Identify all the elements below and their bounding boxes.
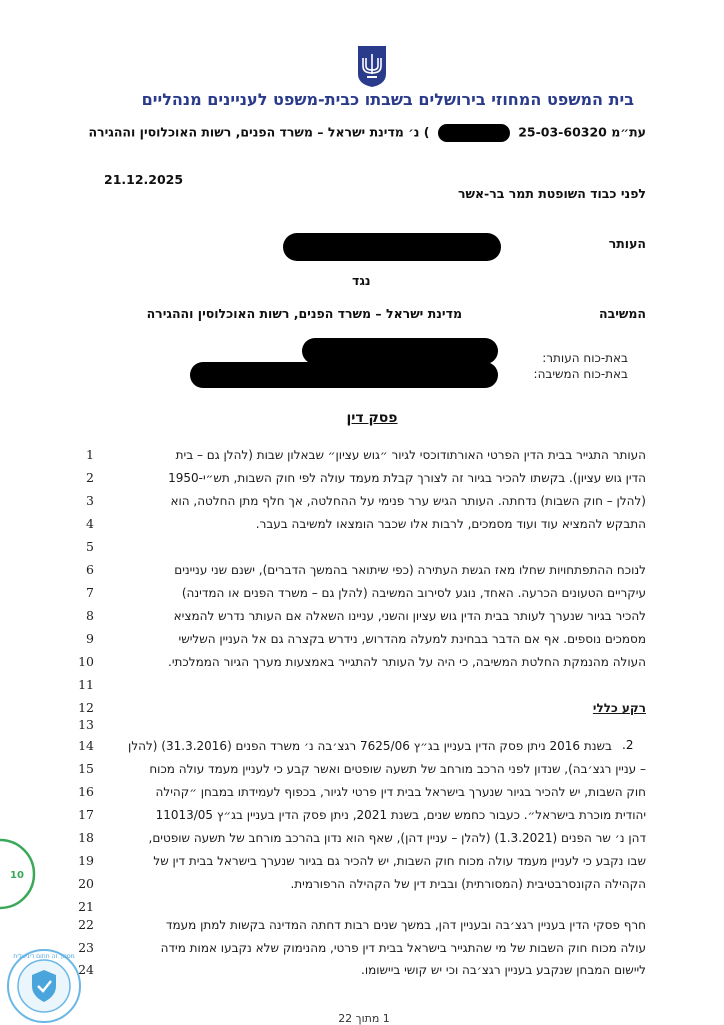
body-line: התבקש להמציא עוד ועוד מסמכים, לרבות אלו שכבר הומצאו למשיבה בעבר. — [255, 517, 646, 531]
seal-text: מסמך זה חתום דיגיטלית — [13, 953, 75, 960]
case-parties: ) נ׳ מדינת ישראל – משרד הפנים, רשות האוכלוסין וההגירה — [88, 124, 430, 140]
redaction-bar — [302, 338, 498, 364]
redaction-bar — [438, 124, 510, 142]
line-number: 6 — [86, 562, 94, 577]
petitioner-counsel-label: באת-כוח העותר: — [542, 351, 628, 365]
body-line: ליישום המבחן שנקבע בעניין רגצ׳בה וכי יש קושי ביישומו. — [361, 963, 646, 977]
judge-line: לפני כבוד השופטת תמר בר-אשר — [457, 186, 646, 201]
body-line: העותר התגייר בבית הדין הפרטי האורתודוכסי לגיור ״גוש עציון״ שבאלון שבות (להלן גם – בית — [175, 448, 646, 462]
body-line: חוק השבות, יש להכיר בגיור שנערך בישראל בבית דין פרטי לגיור, בכפוף לעמידתו במבחן ״קהילה — [155, 785, 646, 799]
line-number: 10 — [78, 654, 94, 669]
line-number: 20 — [78, 876, 94, 891]
page-footer: 1 מתוך 22 — [338, 1012, 390, 1025]
line-number: 15 — [78, 761, 94, 776]
body-line: הקהילה הקונסרבטיבית (המסורתית) ובבית דין של הקהילה הרפורמית. — [290, 877, 646, 891]
line-number: 13 — [78, 717, 94, 732]
body-line: – עניין רגצ׳בה), שנדון לפני הרכב מורחב של תשעה שופטים ואשר קבע כי לעניין מעמד עולה מכוח — [149, 762, 646, 776]
line-number: 5 — [86, 539, 94, 554]
respondent-counsel-label: באת-כוח המשיבה: — [533, 367, 628, 381]
section-heading: רקע כללי — [592, 701, 646, 715]
body-line: מסמכים נוספים. אף אם הדבר בבחינת למעלה מהדרוש, נידרש בקצרה גם אל העניין השלישי — [178, 632, 646, 646]
side-stamp-text: 10 — [10, 870, 24, 881]
body-line: לנוכח ההתפתחויות שחלו מאז הגשת העתירה (כפי שיתואר בהמשך הדברים), ישנם שני עניינים — [174, 563, 646, 577]
line-number: 21 — [78, 899, 94, 914]
ruling-title: פסק דין — [346, 410, 398, 426]
body-line: עיקריים הטעונים הכרעה. האחד, נוגע לסירוב המשיבה (להלן גם – משרד הפנים או המדינה) — [181, 586, 646, 600]
line-number: 14 — [78, 738, 94, 753]
line-number: 22 — [78, 917, 94, 932]
line-number: 11 — [78, 677, 94, 692]
body-line: עולה מכוח חוק השבות של מי שהתגייר בישראל בבית דין פרטי, מהנימוק שלא נקבעו אמות מידה — [160, 941, 646, 955]
body-line: יהודית מוכרת בישראל״. כעבור כחמש שנים, בשנת 2021, ניתן פסק הדין בעניין בג״ץ 11013/05 — [155, 808, 646, 822]
line-number: 17 — [78, 807, 94, 822]
line-number: 3 — [86, 493, 94, 508]
redaction-bar — [190, 362, 498, 388]
line-number: 24 — [78, 962, 94, 977]
respondent-label: המשיבה — [598, 306, 646, 321]
line-number: 7 — [86, 585, 94, 600]
digital-signature-seal-icon — [6, 948, 82, 1024]
court-title: בית המשפט המחוזי בירושלים בשבתו כבית-משפט לעניינים מנהליים — [141, 90, 634, 109]
line-number: 1 — [86, 447, 94, 462]
paragraph-number: .2 — [622, 738, 634, 752]
line-number: 4 — [86, 516, 94, 531]
body-line: בשנת 2016 ניתן פסק הדין בעניין בג״ץ 7625/06 רגצ׳בה נ׳ משרד הפנים (31.3.2016) (להלן — [128, 739, 612, 753]
case-number: עת״מ 25-03-60320 — [518, 124, 646, 140]
line-number: 16 — [78, 784, 94, 799]
line-number: 23 — [78, 940, 94, 955]
body-line: שבו נקבע כי לעניין מעמד עולה מכוח חוק השבות, יש להכיר גם בגיור שנערך בישראל בבית דין של — [153, 854, 646, 868]
case-header — [46, 124, 646, 142]
line-number: 18 — [78, 830, 94, 845]
body-line: דהן נ׳ שר הפנים (1.3.2021) (להלן – עניין דהן), שאף הוא נדון בהרכב מורחב של תשעה שופטים, — [148, 831, 646, 845]
redaction-bar — [283, 233, 501, 261]
body-line: העולה מהנמקת החלטת המשיבה, כי היה על העותר להתגייר באמצעות מערך הגיור הממלכתי. — [168, 655, 646, 669]
versus-label: נגד — [352, 273, 371, 288]
body-line: חרף פסקי הדין בעניין רגצ׳בה ובעניין דהן, במשך שנים רבות דחתה המדינה בקשות למתן מעמד — [165, 918, 646, 932]
line-number: 9 — [86, 631, 94, 646]
body-line: הדין גוש עציון). בקשתו להכיר בגיור זה לצורך קבלת מעמד עולה לפי חוק השבות, תש״י-1950 — [168, 471, 646, 485]
body-line: להכיר בגיור שנערך לעותר בבית הדין גוש עציון והשני, עניינו השאלה אם העותר נדרש להמציא — [173, 609, 646, 623]
line-number: 19 — [78, 853, 94, 868]
state-emblem-icon — [356, 44, 388, 88]
body-line: (להלן – חוק השבות) נדחתה. העותר הגיש ערר פנימי על ההחלטה, אך חלף מתן החלטה, הוא — [170, 494, 646, 508]
ruling-date: 21.12.2025 — [104, 172, 184, 187]
line-number: 8 — [86, 608, 94, 623]
line-number: 12 — [78, 700, 94, 715]
respondent-name: מדינת ישראל – משרד הפנים, רשות האוכלוסין וההגירה — [146, 306, 462, 321]
petitioner-label: העותר — [608, 236, 646, 251]
side-stamp-icon — [0, 830, 36, 930]
line-number: 2 — [86, 470, 94, 485]
